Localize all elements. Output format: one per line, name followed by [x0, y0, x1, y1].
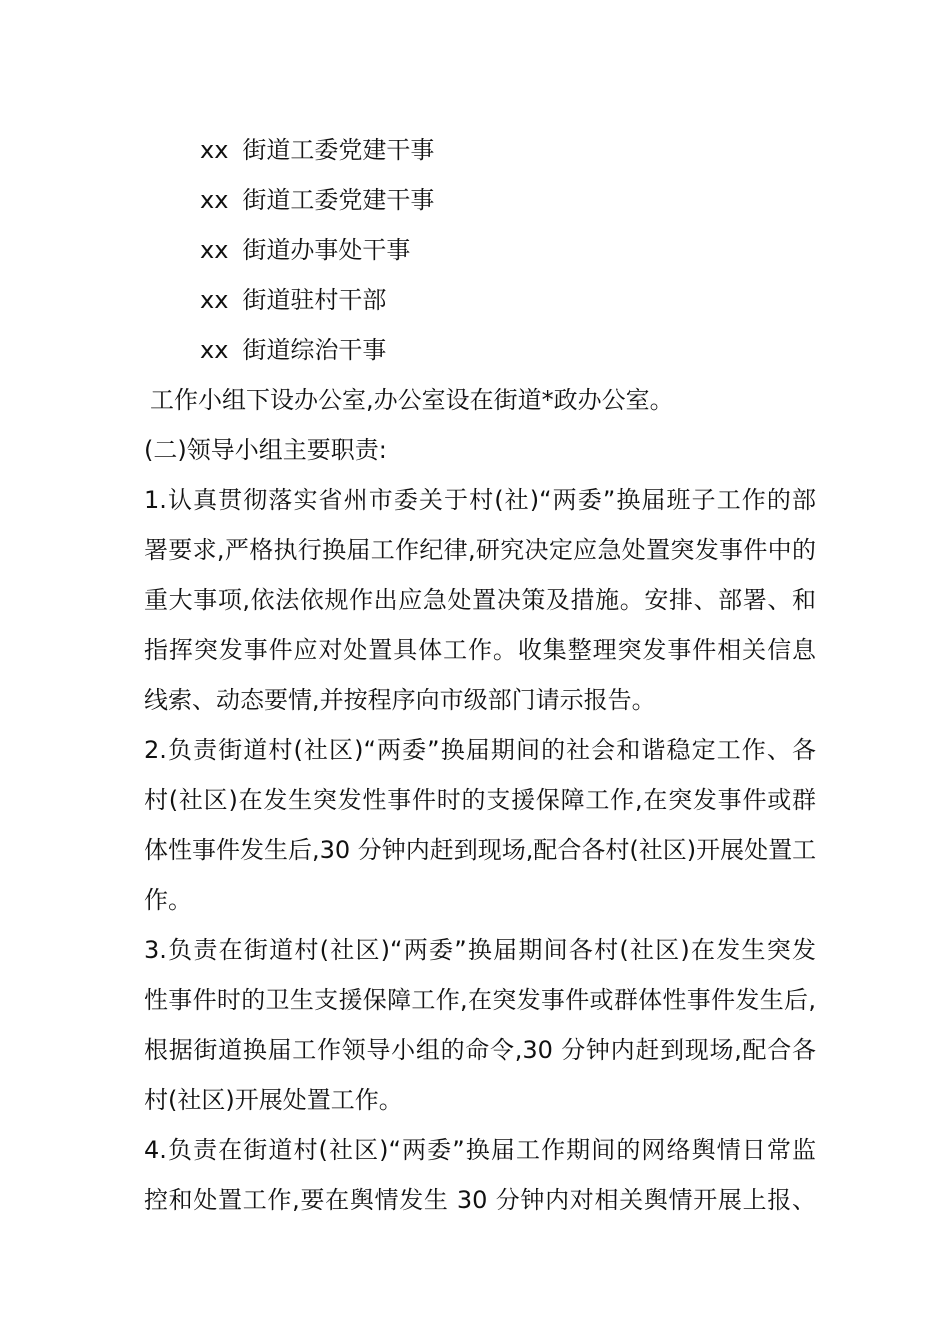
item3-line-2: 性事件时的卫生支援保障工作,在突发事件或群体性事件发生后,	[144, 986, 816, 1014]
member-prefix: xx	[200, 236, 229, 264]
member-role: 街道驻村干部	[242, 286, 387, 314]
item4-line-1: 4.负责在街道村(社区)“两委”换届工作期间的网络舆情日常监	[144, 1136, 816, 1164]
item1-line-3: 重大事项,依法依规作出应急处置决策及措施。安排、部署、和	[144, 586, 816, 614]
item3-line-3: 根据街道换届工作领导小组的命令,30 分钟内赶到现场,配合各	[144, 1036, 816, 1064]
member-prefix: xx	[200, 186, 229, 214]
item3-line-1: 3.负责在街道村(社区)“两委”换届期间各村(社区)在发生突发	[144, 936, 816, 964]
member-prefix: xx	[200, 136, 229, 164]
item2-line-2: 村(社区)在发生突发性事件时的支援保障工作,在突发事件或群	[144, 786, 816, 814]
item1-line-1: 1.认真贯彻落实省州市委关于村(社)“两委”换届班子工作的部	[144, 486, 816, 514]
item1-line-5: 线索、动态要情,并按程序向市级部门请示报告。	[144, 686, 656, 714]
item1-line-4: 指挥突发事件应对处置具体工作。收集整理突发事件相关信息	[144, 636, 816, 664]
member-prefix: xx	[200, 336, 229, 364]
member-role: 街道办事处干事	[242, 236, 411, 264]
item2-line-3: 体性事件发生后,30 分钟内赶到现场,配合各村(社区)开展处置工	[144, 836, 816, 864]
item2-line-4: 作。	[144, 886, 192, 914]
member-line-4	[200, 275, 872, 325]
member-line-2	[200, 175, 872, 225]
member-role: 街道工委党建干事	[242, 186, 435, 214]
office-note: 工作小组下设办公室,办公室设在街道*政办公室。	[150, 386, 674, 414]
item3-line-4: 村(社区)开展处置工作。	[144, 1086, 403, 1114]
member-line-5	[200, 325, 872, 375]
member-role: 街道工委党建干事	[242, 136, 435, 164]
member-prefix: xx	[200, 286, 229, 314]
item2-line-1: 2.负责街道村(社区)“两委”换届期间的社会和谐稳定工作、各	[144, 736, 816, 764]
member-line-1	[200, 125, 872, 175]
member-role: 街道综治干事	[242, 336, 387, 364]
section-heading: (二)领导小组主要职责:	[144, 436, 387, 464]
item1-line-2: 署要求,严格执行换届工作纪律,研究决定应急处置突发事件中的	[144, 536, 816, 564]
item4-line-2: 控和处置工作,要在舆情发生 30 分钟内对相关舆情开展上报、	[144, 1186, 816, 1214]
member-line-3	[200, 225, 872, 275]
